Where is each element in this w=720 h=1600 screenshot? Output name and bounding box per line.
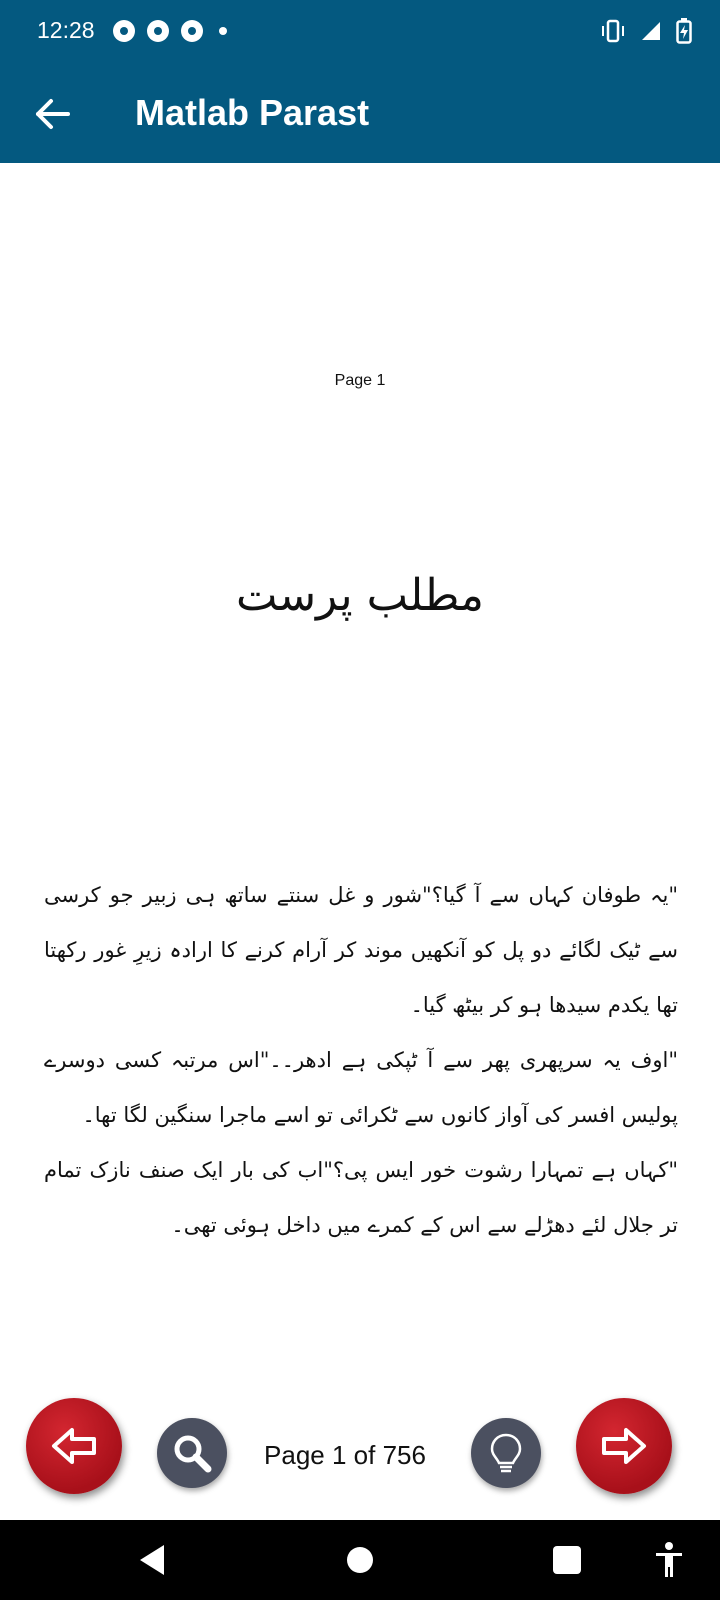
next-page-button[interactable] (576, 1398, 672, 1494)
status-time: 12:28 (37, 17, 95, 43)
arrow-right-icon (576, 1398, 672, 1494)
lightbulb-button[interactable] (471, 1418, 541, 1488)
accessibility-icon[interactable] (653, 1540, 685, 1580)
arrow-back-icon[interactable] (30, 92, 74, 136)
back-triangle-icon[interactable] (136, 1540, 170, 1580)
dot-icon (219, 27, 227, 35)
arrow-left-icon (26, 1398, 122, 1494)
page-number-label: Page 1 (334, 372, 386, 389)
story-paragraph: "اوف یہ سرپھری پھر سے آ ٹپکی ہے ادھر۔۔"اس مرتبہ کسی دوسرے پولیس افسر کی آواز کانوں سے ٹکرائی تو اسے ماجرا سنگین لگا تھا۔ (44, 1048, 678, 1127)
story-paragraph: "کہاں ہے تمہارا رشوت خور ایس پی؟"اب کی بار ایک صنف نازک تمام تر جلال لئے دھڑلے سے اس کے کمرے میں داخل ہوئی تھی۔ (44, 1158, 678, 1237)
search-icon (157, 1418, 227, 1488)
signal-icon (640, 20, 662, 42)
notification-icon (113, 20, 135, 42)
recents-square-icon[interactable] (551, 1540, 583, 1580)
vibrate-icon (600, 19, 626, 43)
reader-controls (0, 1390, 720, 1510)
page-count: Page 1 of 756 (264, 1440, 426, 1470)
lightbulb-icon (471, 1418, 541, 1488)
home-circle-icon[interactable] (345, 1540, 375, 1580)
story-paragraph: "یہ طوفان کہاں سے آ گیا؟"شور و غل سنتے ساتھ ہی زبیر جو کرسی سے ٹیک لگائے دو پل کو آنکھیں موند کر آرام کرنے کا ارادہ زیرِ غور رکھتا تھا یکدم سیدھا ہو کر بیٹھ گیا۔ (44, 883, 678, 1017)
status-bar (0, 0, 720, 64)
story-text (44, 868, 678, 1253)
previous-page-button[interactable] (26, 1398, 122, 1494)
media-icon (147, 20, 169, 42)
system-nav-bar (0, 1520, 720, 1600)
search-button[interactable] (157, 1418, 227, 1488)
book-title: مطلب پرست (235, 570, 484, 621)
app-bar (0, 64, 720, 163)
page-title: Matlab Parast (135, 92, 370, 133)
media-icon (181, 20, 203, 42)
battery-charging-icon (676, 18, 692, 44)
